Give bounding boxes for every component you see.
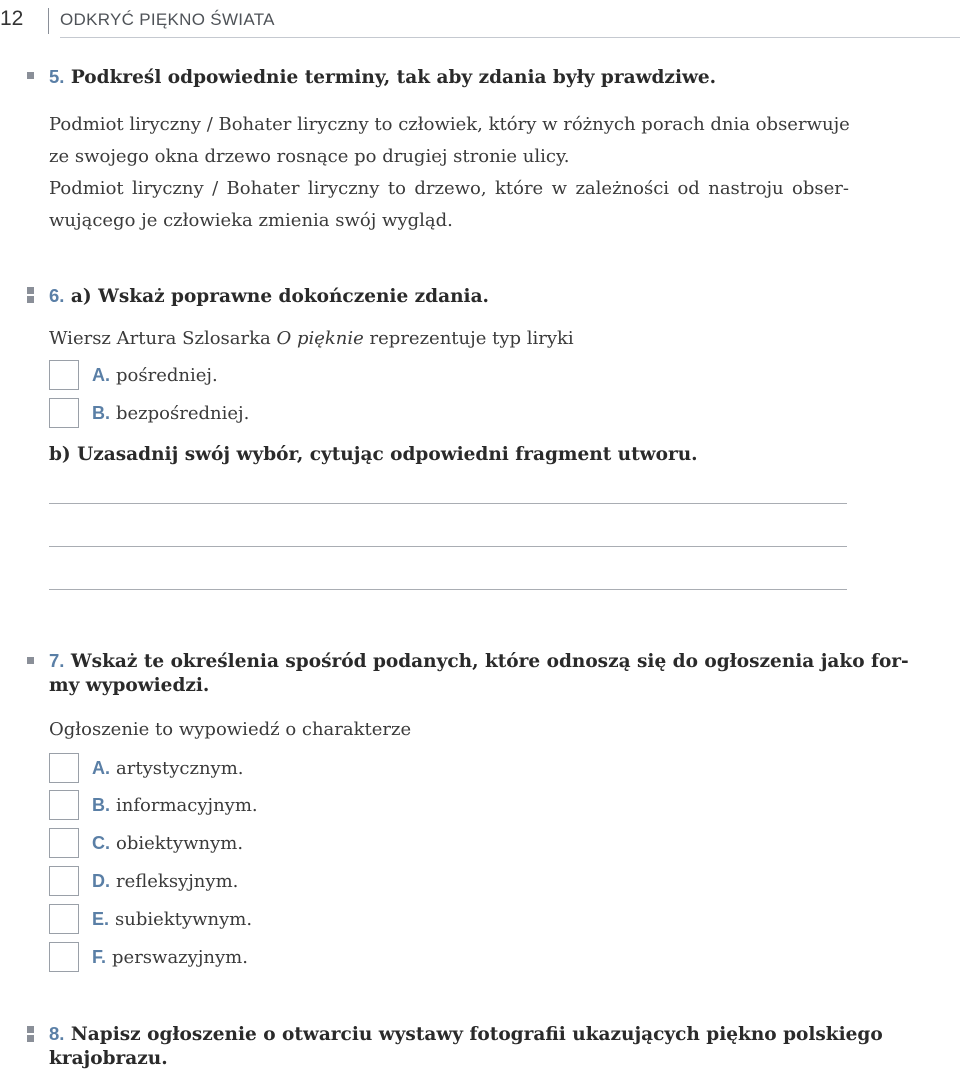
task-number: 7. [49,650,65,671]
option-d[interactable] [49,865,238,897]
answer-checkbox[interactable] [49,753,79,783]
option-letter: A. [92,757,110,778]
difficulty-marker [27,287,34,305]
answer-checkbox[interactable] [49,866,79,896]
option-text: refleksyjnym. [116,870,239,892]
option-letter: B. [92,402,110,423]
option-b[interactable] [49,397,249,429]
task-number: 8. [49,1023,65,1044]
poem-title: O pięknie [276,328,364,349]
task-6a-title [49,285,489,307]
task-6-stem [49,323,849,355]
text-line: ze swojego okna drzewo rosnące po drugiej stronie ulicy. [49,146,570,167]
task-instruction: Wskaż te określenia spośród podanych, które odnoszą się do ogłoszenia jako for- [70,651,909,672]
option-letter: D. [92,870,110,891]
option-b[interactable] [49,789,258,821]
option-letter: B. [92,794,110,815]
answer-checkbox[interactable] [49,790,79,820]
header-divider [48,8,49,34]
page-number: 12 [0,7,24,30]
answer-line[interactable] [49,503,847,504]
option-text: subiektywnym. [115,908,253,930]
option-text: artystycznym. [116,757,244,779]
option-c[interactable] [49,827,243,859]
difficulty-marker [27,657,34,666]
option-text: perswazyjnym. [112,946,248,968]
difficulty-marker [27,1026,34,1044]
task-7-stem: Ogłoszenie to wypowiedź o charakterze [49,719,412,740]
task-5-title [49,66,716,88]
option-text: informacyjnym. [116,794,258,816]
task-5-text [49,109,849,237]
stem-text: Wiersz Artura Szlosarka [49,328,277,349]
answer-checkbox[interactable] [49,828,79,858]
header-rule [60,37,960,38]
option-letter: A. [92,364,110,385]
task-number: 5. [49,66,65,87]
task-instruction: Podkreśl odpowiednie terminy, tak aby zdania były prawdziwe. [70,67,717,88]
option-a[interactable] [49,359,218,391]
stem-text: reprezentuje typ liryki [363,328,574,349]
option-a[interactable] [49,752,244,784]
option-text: pośredniej. [116,364,218,386]
task-8-title [49,1023,883,1069]
task-instruction: Napisz ogłoszenie o otwarciu wystawy fotografii ukazujących piękno polskiego [70,1024,883,1045]
task-instruction: krajobrazu. [49,1048,168,1069]
option-letter: E. [92,908,110,929]
task-number: 6. [49,285,65,306]
answer-checkbox[interactable] [49,398,79,428]
text-line: Podmiot liryczny / Bohater liryczny to drzewo, które w zależności od nastroju obser- [49,178,849,199]
task-instruction: my wypowiedzi. [49,675,210,696]
answer-checkbox[interactable] [49,904,79,934]
page-header [0,0,960,40]
task-7-title [49,650,909,696]
difficulty-marker [27,72,34,81]
option-text: bezpośredniej. [116,402,250,424]
answer-line[interactable] [49,589,847,590]
option-f[interactable] [49,941,248,973]
option-letter: F. [92,946,107,967]
task-6b-title: b) Uzasadnij swój wybór, cytując odpowiedni fragment utworu. [49,444,698,465]
running-title: ODKRYĆ PIĘKNO ŚWIATA [60,10,275,29]
text-line: Podmiot liryczny / Bohater liryczny to człowiek, który w różnych porach dnia obserwuje [49,114,850,135]
answer-line[interactable] [49,546,847,547]
option-e[interactable] [49,903,252,935]
task-instruction: a) Wskaż poprawne dokończenie zdania. [70,286,489,307]
option-letter: C. [92,832,110,853]
option-text: obiektywnym. [116,832,244,854]
text-line: wującego je człowieka zmienia swój wygląd. [49,210,453,231]
answer-checkbox[interactable] [49,360,79,390]
answer-checkbox[interactable] [49,942,79,972]
